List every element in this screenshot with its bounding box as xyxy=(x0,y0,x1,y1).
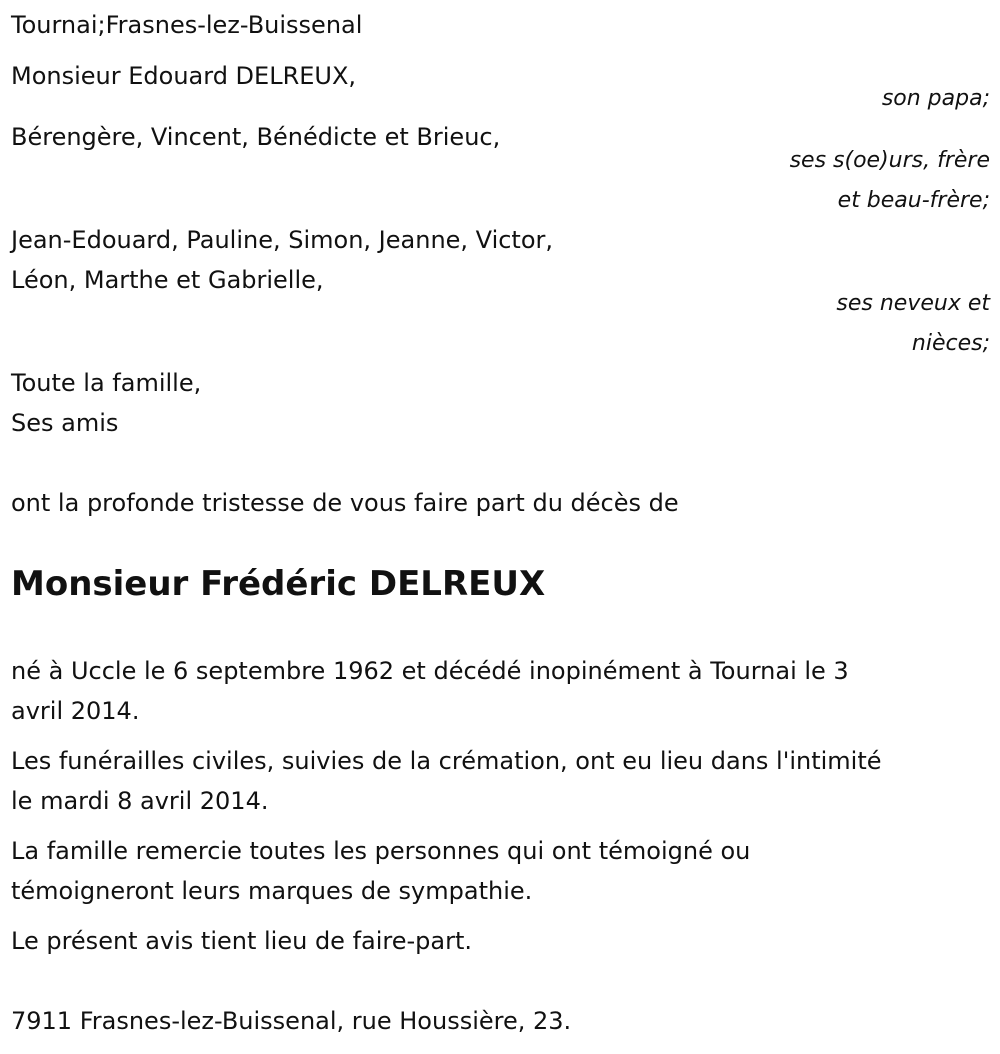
address: 7911 Frasnes-lez-Buissenal, rue Houssière, 23. xyxy=(11,1007,572,1035)
nephews-relation-line1: ses neveux et xyxy=(836,291,990,316)
nephews-relation-line2: nièces; xyxy=(911,331,990,356)
thanks-line1: La famille remercie toutes les personnes qui ont témoigné ou xyxy=(11,837,751,865)
funeral-line2: le mardi 8 avril 2014. xyxy=(11,787,269,815)
nephews-names-line2: Léon, Marthe et Gabrielle, xyxy=(11,266,324,294)
thanks-line2: témoigneront leurs marques de sympathie. xyxy=(11,877,533,905)
birth-death-line1: né à Uccle le 6 septembre 1962 et décédé inopinément à Tournai le 3 xyxy=(11,657,849,685)
funeral-line1: Les funérailles civiles, suivies de la crémation, ont eu lieu dans l'intimité xyxy=(11,747,882,775)
friends-line: Ses amis xyxy=(11,409,119,437)
location-header: Tournai;Frasnes-lez-Buissenal xyxy=(11,11,363,39)
family-line1: Toute la famille, xyxy=(11,369,202,397)
nephews-names-line1: Jean-Edouard, Pauline, Simon, Jeanne, Victor, xyxy=(11,226,554,254)
birth-death-line2: avril 2014. xyxy=(11,697,140,725)
deceased-name: Monsieur Frédéric DELREUX xyxy=(11,564,546,604)
announcement-text: ont la profonde tristesse de vous faire part du décès de xyxy=(11,489,679,517)
siblings-relation-line1: ses s(oe)urs, frère xyxy=(789,148,990,173)
siblings-names: Bérengère, Vincent, Bénédicte et Brieuc, xyxy=(11,123,501,151)
father-relation: son papa; xyxy=(881,86,990,111)
father-name: Monsieur Edouard DELREUX, xyxy=(11,62,357,90)
notice-text: Le présent avis tient lieu de faire-part. xyxy=(11,927,473,955)
siblings-relation-line2: et beau-frère; xyxy=(837,188,990,213)
